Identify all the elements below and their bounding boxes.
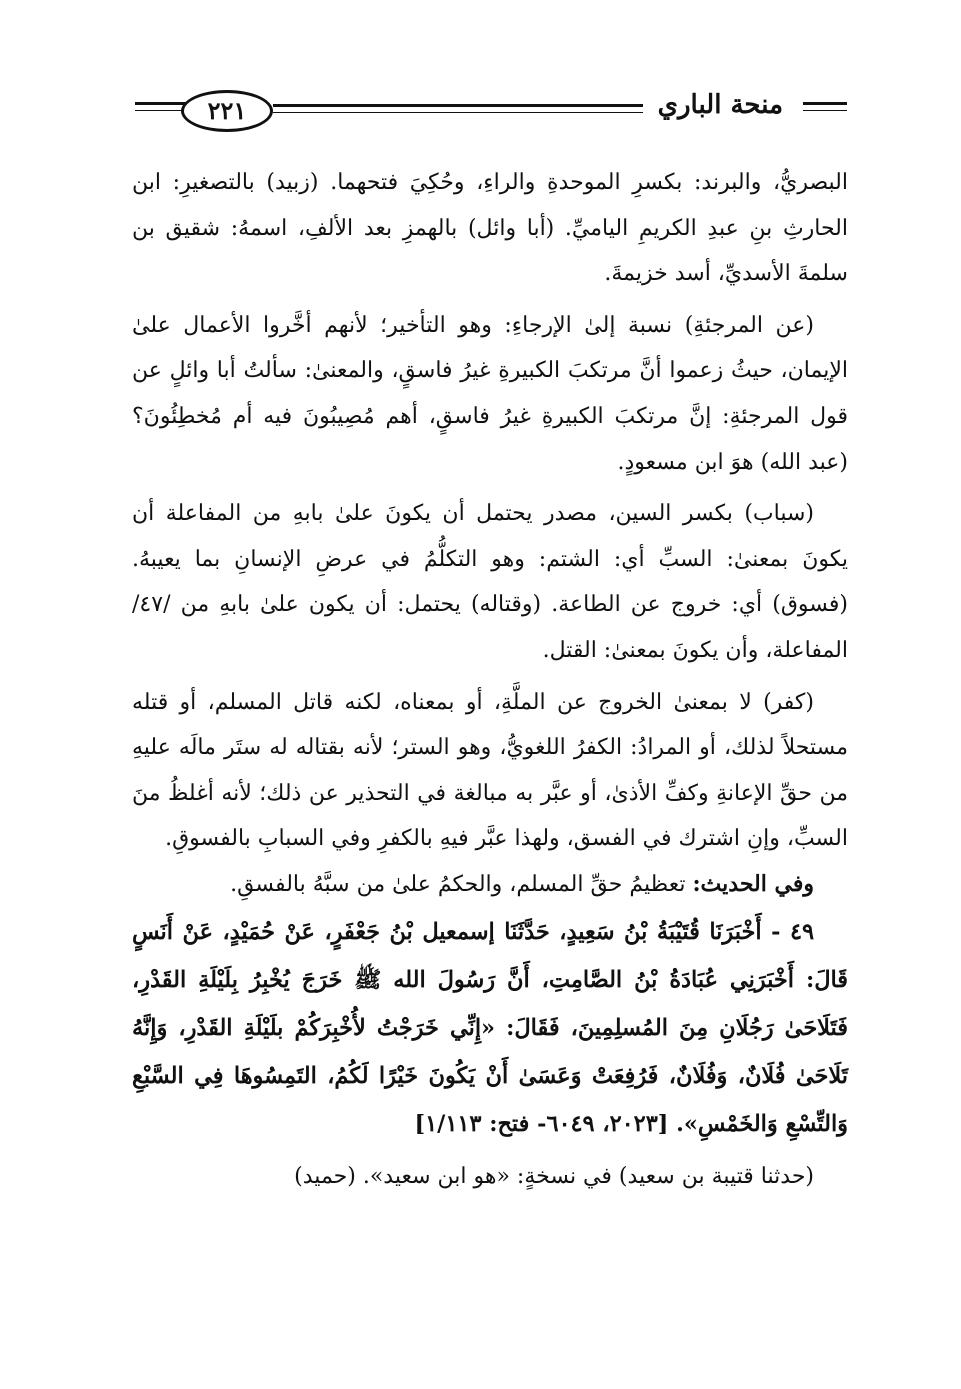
header-rule-right-top [803, 102, 847, 105]
running-title: منحة الباري [657, 90, 783, 120]
header-rule-right-bottom [803, 110, 847, 111]
paragraph: (حدثنا قتيبة بن سعيد) في نسخةٍ: «هو ابن سعيد». (حميد) [294, 1163, 814, 1189]
page-body [132, 160, 848, 1199]
lesson-label: وفي الحديث: [692, 870, 814, 897]
page-header [135, 82, 847, 138]
header-rule-middle-bottom [273, 112, 643, 113]
paragraph: (سباب) بكسر السين، مصدر يحتمل أن يكونَ علىٰ بابهِ من المفاعلة أن يكونَ بمعنىٰ: السبِّ أي: الشتم: وهو التكلُّمُ في عرضِ الإنسانِ بما يعيبهُ. (فسوق) أي: خروج عن الطاعة. (وقتاله) يحتمل: أن يكون علىٰ بابهِ من /٤٧/المفاعلة، وأن يكونَ بمعنىٰ: القتل. [132, 501, 848, 663]
page-number-badge: ٢٢١ [181, 90, 273, 132]
hadith-text: ٤٩ - أَخْبَرَنَا قُتَيْبَةُ بْنُ سَعِيدٍ، حَدَّثَنَا إسمعيل بْنُ جَعْفَرٍ، عَنْ حُمَيْدٍ، عَنْ أَنَسٍ قَالَ: أَخْبَرَنِي عُبَادَةُ بْنُ الصَّامِتِ، أَنَّ رَسُولَ الله ﷺ خَرَجَ يُخْبِرُ بِلَيْلَةِ القَدْرِ، فَتَلَاحَىٰ رَجُلَانِ مِنَ المُسلِمِينَ، فَقَالَ: «إِنِّي خَرَجْتُ لأُخْبِرَكُمْ بلَيْلَةِ القَدْرِ، وَإِنَّهُ تَلَاحَىٰ فُلَانٌ، وَفُلَانٌ، فَرُفِعَتْ وَعَسَىٰ أَنْ يَكُونَ خَيْرًا لَكُمُ، التَمِسُوهَا فِي السَّبْعِ وَالتِّسْعِ وَالخَمْسِ». [٢٠٢٣، ٦٠٤٩- فتح: ١/١١٣] [132, 918, 848, 1137]
lesson-paragraph [132, 862, 848, 908]
paragraph: (عن المرجئةِ) نسبة إلىٰ الإرجاءِ: وهو التأخير؛ لأنهم أخَّروا الأعمال علىٰ الإيمان، حيثُ زعموا أنَّ مرتكبَ الكبيرةِ غيرُ فاسقٍ، والمعنىٰ: سألتُ أبا وائلٍ عن قول المرجئةِ: إنَّ مرتكبَ الكبيرةِ غيرُ فاسقٍ، أهم مُصِيبُونَ فيه أم مُخطِئُونَ؟ (عبد الله) هوَ ابن مسعودٍ. [132, 312, 848, 475]
header-rule-left-top [135, 102, 187, 105]
paragraph: البصريُّ، والبرند: بكسرِ الموحدةِ والراءِ، وحُكِيَ فتحهما. (زبيد) بالتصغيرِ: ابن الحارثِ بنِ عبدِ الكريمِ الياميِّ. (أبا وائل) بالهمزِ بعد الألفِ، اسمهُ: شقيق بن سلمةَ الأسديِّ، أسد خزيمةَ. [132, 170, 848, 287]
header-rule-left-bottom [135, 110, 187, 111]
header-rule-middle-top [273, 104, 643, 107]
paragraph: (كفر) لا بمعنىٰ الخروج عن الملَّةِ، أو بمعناه، لكنه قاتل المسلم، أو قتله مستحلاً لذلك، أو المرادُ: الكفرُ اللغويُّ، وهو الستر؛ لأنه بقتاله له ستَر مالَه عليهِ من حقِّ الإعانةِ وكفِّ الأذىٰ، أو عبَّر به مبالغة في التحذير عن ذلك؛ لأنه أغلظُ منَ السبِّ، وإنِ اشترك في الفسق، ولهذا عبَّر فيهِ بالكفرِ وفي السبابِ بالفسوقِ. [132, 689, 848, 852]
lesson-text: تعظيمُ حقِّ المسلم، والحكمُ علىٰ من سبَّهُ بالفسقِ. [230, 871, 693, 897]
